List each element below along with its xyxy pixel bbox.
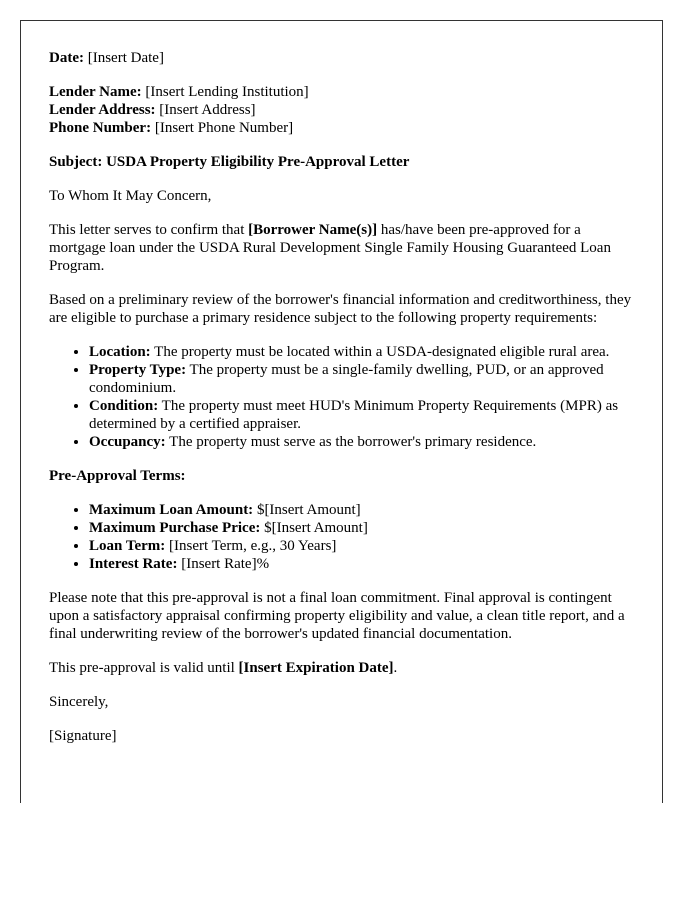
validity-text: This pre-approval is valid until: [49, 660, 239, 676]
salutation: To Whom It May Concern,: [49, 188, 212, 204]
validity-text: .: [393, 660, 398, 676]
item-label: Maximum Loan Amount:: [89, 502, 254, 518]
list-item: [89, 397, 634, 433]
item-text: The property must serve as the borrower's primary residence.: [165, 434, 537, 450]
list-item: [89, 501, 634, 519]
item-label: Maximum Purchase Price:: [89, 520, 261, 536]
terms-list: [49, 501, 634, 573]
intro-text: This letter serves to confirm that: [49, 222, 249, 238]
requirements-list: [49, 343, 634, 451]
terms-heading: Pre-Approval Terms:: [49, 468, 186, 484]
validity-line: [49, 659, 634, 677]
lender-info: [49, 83, 634, 137]
lender-address-value: [Insert Address]: [159, 102, 256, 118]
item-text: $[Insert Amount]: [253, 502, 361, 518]
date-label: Date:: [49, 50, 84, 66]
item-label: Condition:: [89, 398, 159, 414]
letter-page: [20, 20, 663, 803]
note-paragraph: Please note that this pre-approval is not a final loan commitment. Final approval is contingent upon a satisfactory appraisal confirming property eligibility and value, a clean title report, and a final underwriting review of the borrower's updated financial documentation.: [49, 590, 625, 642]
date-line: [49, 49, 634, 67]
intro-paragraph: [49, 221, 634, 275]
review-paragraph: Based on a preliminary review of the borrower's financial information and creditworthiness, they are eligible to purchase a primary residence subject to the following property requirements:: [49, 292, 632, 326]
list-item: [89, 519, 634, 537]
item-text: [Insert Term, e.g., 30 Years]: [165, 538, 337, 554]
lender-address-label: Lender Address:: [49, 102, 156, 118]
item-label: Occupancy:: [89, 434, 166, 450]
list-item: [89, 555, 634, 573]
item-text: The property must be located within a USDA-designated eligible rural area.: [150, 344, 610, 360]
item-text: [Insert Rate]%: [177, 556, 270, 572]
expiration-date: [Insert Expiration Date]: [238, 660, 394, 676]
item-label: Property Type:: [89, 362, 187, 378]
item-text: $[Insert Amount]: [260, 520, 368, 536]
phone-label: Phone Number:: [49, 120, 152, 136]
lender-name-value: [Insert Lending Institution]: [145, 84, 309, 100]
date-value: [Insert Date]: [87, 50, 164, 66]
item-label: Loan Term:: [89, 538, 166, 554]
item-text: The property must be a single-family dwelling, PUD, or an approved condominium.: [89, 362, 604, 396]
intro-text: has/have been pre-approved for a mortgage loan under the USDA Rural Development Single Family Housing Guaranteed Loan Program.: [49, 222, 611, 274]
signature: [Signature]: [49, 728, 117, 744]
list-item: [89, 343, 634, 361]
list-item: [89, 433, 634, 451]
subject-line: Subject: USDA Property Eligibility Pre-Approval Letter: [49, 154, 410, 170]
list-item: [89, 537, 634, 555]
phone-value: [Insert Phone Number]: [154, 120, 294, 136]
closing: Sincerely,: [49, 694, 109, 710]
item-label: Interest Rate:: [89, 556, 178, 572]
list-item: [89, 361, 634, 397]
lender-name-label: Lender Name:: [49, 84, 142, 100]
item-text: The property must meet HUD's Minimum Property Requirements (MPR) as determined by a certified appraiser.: [89, 398, 619, 432]
borrower-name: [Borrower Name(s)]: [248, 222, 378, 238]
item-label: Location:: [89, 344, 151, 360]
